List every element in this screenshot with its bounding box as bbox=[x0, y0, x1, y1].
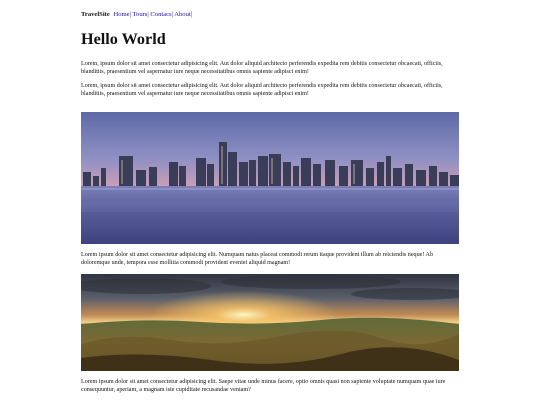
third-paragraph: Lorem ipsum dolor sit amet consectetur adipisicing elit. Numquam natus placeat commodi rerum itaque provident illum ab reiciendis neque! Ab doloremque unde, tempora esse mollitia commodi provident eveniet aliquid magnam! bbox=[81, 252, 433, 266]
top-nav bbox=[81, 11, 192, 18]
nav-separator: | bbox=[190, 11, 193, 18]
page-title: Hello World bbox=[81, 30, 166, 48]
nav-separator: | bbox=[147, 11, 149, 18]
fourth-paragraph: Lorem ipsum dolor sit amet consectetur adipisicing elit. Saepe vitae unde minus facere, optio omnis quasi non sapiente voluptate numquam quae iure consequuntur, aperiam, a magnam iste cupiditate recusandae veniam? bbox=[81, 379, 446, 393]
nav-separator: | bbox=[129, 11, 131, 18]
nav-separator: | bbox=[171, 11, 173, 18]
city-skyline-image bbox=[81, 112, 459, 244]
nav-link-contacs[interactable]: Contacs bbox=[150, 11, 172, 18]
site-brand: TravelSite bbox=[81, 11, 110, 18]
second-paragraph: Lorem, ipsum dolor sit amet consectetur adipisicing elit. Aut dolor aliquid architecto perferendis expedita rem debitis consectetur obcaecati, officiis, blanditiis, praesentium vel aspernatur iure neque necessitatibus omnis sapiente adipisci enim! bbox=[81, 83, 443, 97]
intro-paragraph: Lorem, ipsum dolor sit amet consectetur adipisicing elit. Aut dolor aliquid architecto perferendis expedita rem debitis consectetur obcaecati, officiis, blanditiis, praesentium vel aspernatur iure neque necessitatibus omnis sapiente adipisci enim! bbox=[81, 61, 443, 75]
nav-link-about[interactable]: About bbox=[174, 11, 191, 18]
nav-link-home[interactable]: Home bbox=[113, 11, 130, 18]
sunset-landscape-image bbox=[81, 274, 459, 371]
nav-link-tours[interactable]: Tours bbox=[132, 11, 148, 18]
